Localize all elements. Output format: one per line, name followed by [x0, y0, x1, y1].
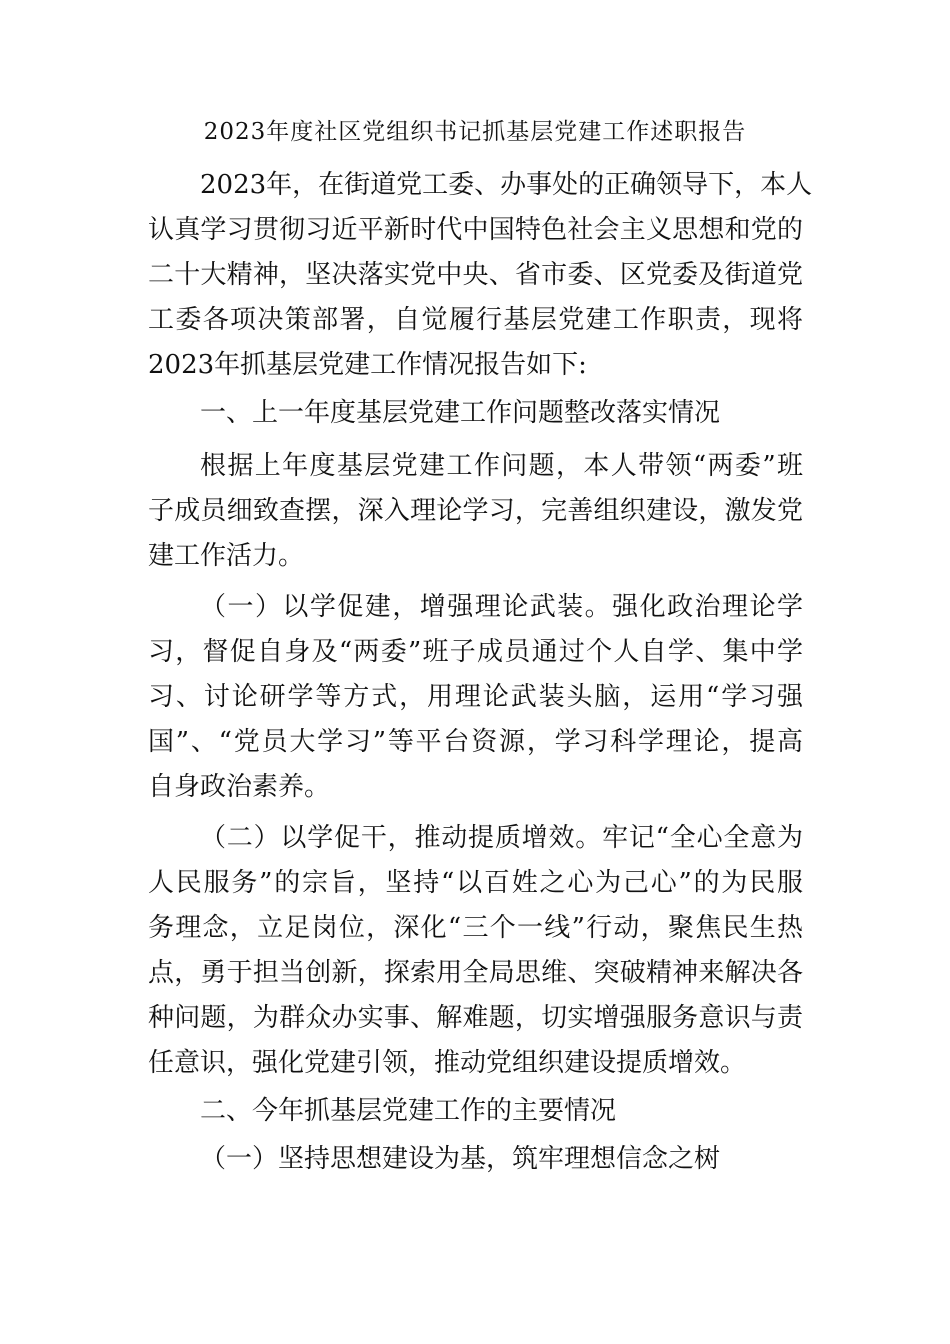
- paragraph-1-line-3: 二十大精神，坚决落实党中央、省市委、区党委及街道党: [148, 260, 803, 290]
- paragraph-2-line-1: 根据上年度基层党建工作问题，本人带领“两委”班: [200, 451, 803, 481]
- paragraph-3-line-5: 自身政治素养。: [148, 772, 331, 802]
- paragraph-3-line-4: 国”、“党员大学习”等平台资源，学习科学理论，提高: [148, 727, 803, 757]
- section-heading-1: 一、上一年度基层党建工作问题整改落实情况: [200, 398, 721, 428]
- paragraph-4-line-2: 人民服务”的宗旨，坚持“以百姓之心为己心”的为民服: [148, 868, 803, 898]
- subsection-heading-1: （一）坚持思想建设为基，筑牢理想信念之树: [200, 1144, 721, 1174]
- paragraph-1-line-1: 2023年，在街道党工委、办事处的正确领导下，本人: [200, 170, 813, 200]
- paragraph-4-line-4: 点，勇于担当创新，探索用全局思维、突破精神来解决各: [148, 958, 803, 988]
- paragraph-4-line-1: （二）以学促干，推动提质增效。牢记“全心全意为: [200, 823, 803, 853]
- paragraph-1-line-5: 2023年抓基层党建工作情况报告如下:: [148, 350, 587, 380]
- paragraph-4-line-3: 务理念，立足岗位，深化“三个一线”行动，聚焦民生热: [148, 913, 803, 943]
- paragraph-2-line-3: 建工作活力。: [148, 541, 305, 571]
- paragraph-1-line-4: 工委各项决策部署，自觉履行基层党建工作职责，现将: [148, 305, 803, 335]
- paragraph-3-line-3: 习、讨论研学等方式，用理论武装头脑，运用“学习强: [148, 682, 803, 712]
- paragraph-3-line-1: （一）以学促建，增强理论武装。强化政治理论学: [200, 592, 803, 622]
- document-title: 2023年度社区党组织书记抓基层党建工作述职报告: [203, 119, 747, 145]
- paragraph-1-line-2: 认真学习贯彻习近平新时代中国特色社会主义思想和党的: [148, 215, 803, 245]
- paragraph-2-line-2: 子成员细致查摆，深入理论学习，完善组织建设，激发党: [148, 496, 803, 526]
- paragraph-4-line-5: 种问题，为群众办实事、解难题，切实增强服务意识与责: [148, 1003, 803, 1033]
- paragraph-3-line-2: 习，督促自身及“两委”班子成员通过个人自学、集中学: [148, 637, 803, 667]
- paragraph-4-line-6: 任意识，强化党建引领，推动党组织建设提质增效。: [148, 1048, 747, 1078]
- section-heading-2: 二、今年抓基层党建工作的主要情况: [200, 1096, 617, 1126]
